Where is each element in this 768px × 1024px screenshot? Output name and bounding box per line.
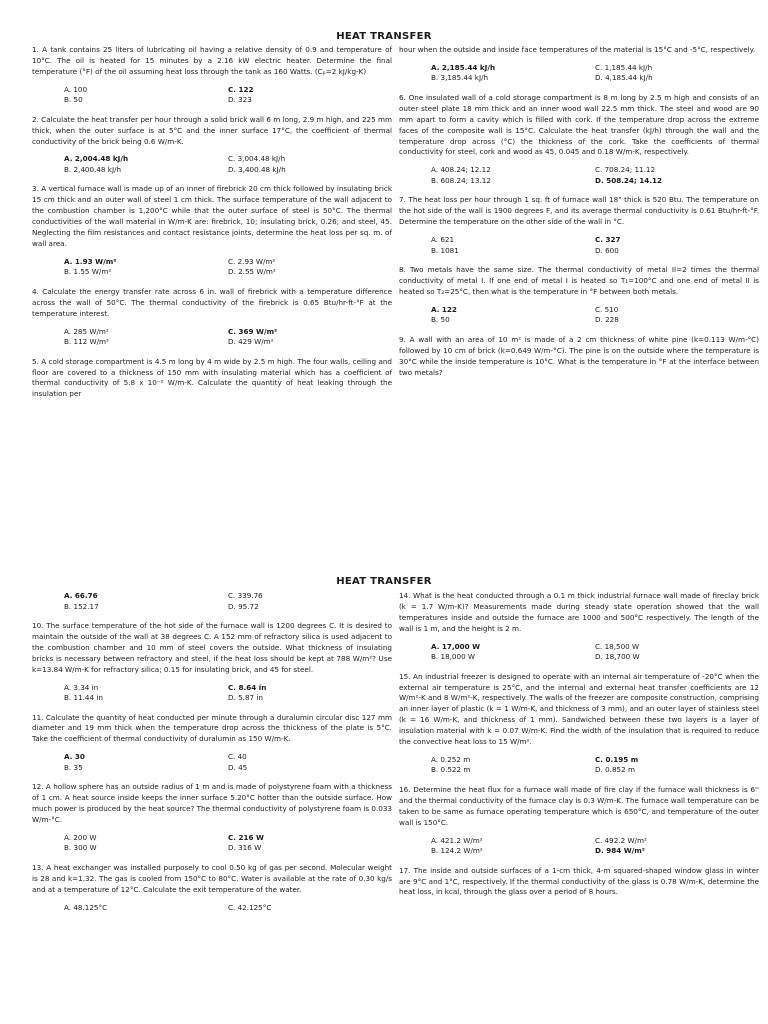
option-b: B. 50 [64, 95, 83, 105]
option-a: A. 48.125°C [64, 902, 108, 912]
option-b: B. 1081 [431, 245, 459, 255]
answer-options [64, 833, 392, 854]
question-text: 5. A cold storage compartment is 4.5 m long by 4 m wide by 2.5 m high. The four walls, ceiling and floor are covered to a thickness of 150 mm with insulating material which has a coefficient of thermal conductivity of 5.8 x 10⁻² W/m-K. Calculate the quantity of heat leaking through the insulation per [32, 356, 392, 399]
answer-options [64, 752, 392, 773]
question-text: 9. A wall with an area of 10 m² is made of a 2 cm thickness of white pine (k=0.113 W/m-°C) followed by 10 cm of brick (k=0.649 W/m-°C). The pine is on the outside where the temperature is 30°C while the inside temperature is 10°C. What is the temperature in °F at the interface between two metals? [399, 334, 759, 377]
option-a: A. 1.93 W/m² [64, 256, 117, 266]
option-d: D. 600 [595, 245, 619, 255]
option-a: A. 285 W/m² [64, 326, 109, 336]
answer-options [64, 591, 392, 612]
answer-options [64, 683, 392, 704]
option-b: B. 112 W/m² [64, 337, 109, 347]
option-a: A. 621 [431, 235, 455, 245]
question-text: 4. Calculate the energy transfer rate across 6 in. wall of firebrick with a temperature difference across the wall of 50°C. The thermal conductivity of the firebrick is 0.65 Btu/hr-ft-°F at the temperature interest. [32, 286, 392, 318]
option-c: C. 339.76 [228, 591, 263, 600]
option-c: C. 40 [228, 752, 247, 762]
option-d: D. 18,700 W [595, 652, 640, 662]
answer-options [64, 154, 392, 175]
option-d: D. 228 [595, 315, 619, 325]
question-text: 2. Calculate the heat transfer per hour through a solid brick wall 6 m long, 2.9 m high, and 225 mm thick, when the outer surface is at 5°C and the inner surface 17°C, the coefficient of thermal conductivity of the brick being 0.6 W/m-K. [32, 114, 392, 146]
option-c: C. 0.195 m [595, 754, 639, 764]
option-b: B. 50 [431, 315, 450, 325]
option-a: A. 0.252 m [431, 754, 471, 764]
option-c: C. 2.93 W/m² [228, 256, 276, 266]
option-b: B. 608.24; 13.12 [431, 175, 491, 185]
option-d: D. 984 W/m² [595, 846, 645, 856]
question-text: 10. The surface temperature of the hot side of the furnace wall is 1200 degrees C. It is desired to maintain the outside of the wall at 38 degrees C. A 152 mm of refractory silica is used adjacent to the combustion chamber and 10 mm of steel covers the outside. What thickness of insulating bricks is necessary between refractory and steel, if the heat loss should be kept at 788 W/m²? Use k=13.84 W/m-K for refractory silica; 0.15 for insulating brick, and 45 for steel. [32, 621, 392, 674]
option-a: A. 122 [431, 304, 457, 314]
answer-options [431, 63, 759, 84]
question-text: 12. A hollow sphere has an outside radius of 1 m and is made of polystyrene foam with a thickness of 1 cm. A heat source inside keeps the inner surface 5.20°C hotter than the outside surface. How much power is produced by the heat source? The thermal conductivity of polystyrene foam is 0.033 W/m-°C. [32, 782, 392, 824]
option-a: A. 408.24; 12.12 [431, 165, 491, 175]
option-c: C. 1,185.44 kJ/h [595, 62, 653, 72]
option-a: A. 66.76 [64, 591, 98, 600]
option-d: D. 2.55 W/m² [228, 267, 276, 277]
option-c: C. 327 [595, 235, 621, 245]
option-a: A. 100 [64, 84, 88, 94]
option-b: B. 152.17 [64, 601, 99, 611]
option-c: C. 122 [228, 84, 254, 94]
option-d: D. 4,185.44 kJ/h [595, 73, 653, 83]
option-c: C. 42.125°C [228, 902, 272, 912]
answer-options [431, 642, 759, 663]
question-text: 13. A heat exchanger was installed purposely to cool 0.50 kg of gas per second. Molecular weight is 28 and k=1.32. The gas is cooled from 150°C to 80°C. Water is available at the rate of 0.30 kg/s and at a temperature of 12°C. Calculate the exit temperature of the water. [32, 862, 392, 894]
option-a: A. 421.2 W/m² [431, 835, 483, 845]
answer-options [431, 235, 759, 256]
left-column [32, 591, 392, 922]
option-b: B. 124.2 W/m² [431, 846, 483, 856]
right-column [399, 45, 759, 385]
option-b: B. 11.44 in [64, 693, 103, 703]
option-c: C. 492.2 W/m² [595, 835, 647, 845]
question-text: 1. A tank contains 25 liters of lubricating oil having a relative density of 0.9 and temperature of 10°C. The oil is heated for 15 minutes by a 2.16 kW electric heater. Determine the final temperature (°F) of the oil assuming heat loss through the tank as 160 Watts. (Cₚ=2 kJ/kg-K) [32, 45, 392, 76]
option-b: B. 0.522 m [431, 765, 471, 775]
left-column [32, 45, 392, 407]
page-title: HEAT TRANSFER [336, 31, 432, 42]
option-c: C. 3,004.48 kJ/h [228, 154, 286, 164]
option-c: C. 369 W/m² [228, 326, 278, 336]
option-d: D. 0.852 m [595, 765, 635, 775]
option-c: C. 8.64 in [228, 682, 267, 692]
answer-options [64, 903, 392, 914]
question-text: 3. A vertical furnace wall is made up of an inner of firebrick 20 cm thick followed by insulating brick 15 cm thick and an outer wall of steel 1 cm thick. The surface temperature of the wall adjacent to the combustion chamber is 1,200°C while that the outer surface of steel is 50°C. The thermal conductivities of the wall material in W/m-K are: firebrick, 10; insulating brick, 0.26; and steel, 45. Neglecting the film resistances and contact resistance joints, determine the heat loss per sq. m. of wall area. [32, 184, 392, 248]
option-c: C. 18,500 W [595, 641, 640, 651]
answer-options [64, 85, 392, 106]
option-d: D. 5.87 in [228, 693, 263, 703]
option-a: A. 2,185.44 kJ/h [431, 62, 496, 72]
option-d: D. 3,400.48 kJ/h [228, 164, 286, 174]
answer-options [64, 327, 392, 348]
question-text: 11. Calculate the quantity of heat conducted per minute through a duralumin circular disc 127 mm diameter and 19 mm thick when the temperature drop across the thickness of the plate is 5°C. Take the coefficient of thermal conductivity of duralumin as 150 W/m-K. [32, 712, 392, 744]
question-text: 7. The heat loss per hour through 1 sq. ft of furnace wall 18" thick is 520 Btu. The temperature on the hot side of the wall is 1900 degrees F, and its average thermal conductivity is 0.61 Btu/hr-ft-°F. Determine the temperature on the other side of the wall in °C. [399, 195, 759, 227]
option-d: D. 45 [228, 762, 248, 772]
answer-options [431, 755, 759, 776]
option-a: A. 30 [64, 752, 85, 762]
question-text: 16. Determine the heat flux for a furnace wall made of fire clay if the furnace wall thickness is 6'' and the thermal conductivity of the furnace clay is 0.3 W/m-K. The furnace wall temperature can be taken to be same as furnace operating temperature which is 650°C, and temperature of the outer wall is 150°C. [399, 784, 759, 827]
question-text: 17. The inside and outside surfaces of a 1-cm thick, 4-m squared-shaped window glass in winter are 9°C and 1°C, respectively. If the thermal conductivity of the glass is 0.78 W/m-K, determine the heat loss, in kcal, through the glass over a period of 8 hours. [399, 865, 759, 897]
question-text: 15. An industrial freezer is designed to operate with an internal air temperature of -20°C when the external air temperature is 25°C, and the internal and external heat transfer coefficients are 12 W/m²-K and 8 W/m²-K, respectively. The walls of the freezer are composite construction, comprising an inner layer of plastic (k = 1 W/m-K, and thickness of 3 mm), and an outer layer of stainless steel (k = 16 W/m-K, and thickness of 1 mm). Sandwiched between these two layers is a layer of insulation material with k = 0.07 W/m-K. Find the width of the insulation that is required to reduce the convective heat loss to 15 W/m². [399, 671, 759, 747]
option-c: C. 216 W [228, 832, 264, 842]
page-title: HEAT TRANSFER [336, 576, 432, 587]
question-text: 14. What is the heat conducted through a 0.1 m thick industrial furnace wall made of fireclay brick (k = 1.7 W/m-K)? Measurements made during steady state operation showed that the wall temperatures inside and outside the furnace are 1000 and 500°C respectively. The length of the wall is 1 m, and the height is 2 m. [399, 591, 759, 633]
option-c: C. 708.24; 11.12 [595, 165, 656, 175]
answer-options [431, 836, 759, 857]
option-d: D. 95.72 [228, 601, 259, 611]
option-b: B. 2,400.48 kJ/h [64, 164, 122, 174]
option-b: B. 35 [64, 762, 83, 772]
answer-options [431, 165, 759, 186]
question-text: hour when the outside and inside face temperatures of the material is 15°C and -5°C, respectively. [399, 45, 756, 54]
option-a: A. 2,004.48 kJ/h [64, 154, 129, 164]
question-text: 8. Two metals have the same size. The thermal conductivity of metal II=2 times the thermal conductivity of metal I. If one end of metal I is heated so T₁=100°C and one end of metal II is heated so T₂=25°C, then what is the temperature in °F between both metals. [399, 265, 759, 296]
option-c: C. 510 [595, 304, 619, 314]
option-b: B. 300 W [64, 843, 97, 853]
option-b: B. 1.55 W/m² [64, 267, 112, 277]
right-column [399, 591, 759, 905]
question-text: 6. One insulated wall of a cold storage compartment is 8 m long by 2.5 m high and consists of an outer steel plate 18 mm thick and an inner wood wall 22.5 mm thick. The steel and wood are 90 mm apart to form a cavity which is filled with cork. If the temperature drop across the extreme faces of the composite wall is 15°C. Calculate the heat transfer (kJ/h) through the wall and the temperature drop across (°C) the thickness of the cork. Take the coefficients of thermal conductivity for steel, cork and wood as 45, 0.045 and 0.18 W/m-K, respectively. [399, 92, 759, 157]
answer-options [431, 305, 759, 326]
option-a: A. 3.34 in [64, 682, 99, 692]
option-d: D. 508.24; 14.12 [595, 175, 663, 185]
answer-options [64, 257, 392, 278]
page-2 [0, 560, 768, 1024]
option-a: A. 17,000 W [431, 641, 481, 651]
option-d: D. 429 W/m² [228, 337, 274, 347]
option-b: B. 3,185.44 kJ/h [431, 73, 489, 83]
option-d: D. 316 W [228, 843, 262, 853]
option-b: B. 18,000 W [431, 652, 476, 662]
option-a: A. 200 W [64, 832, 97, 842]
option-d: D. 323 [228, 95, 252, 105]
